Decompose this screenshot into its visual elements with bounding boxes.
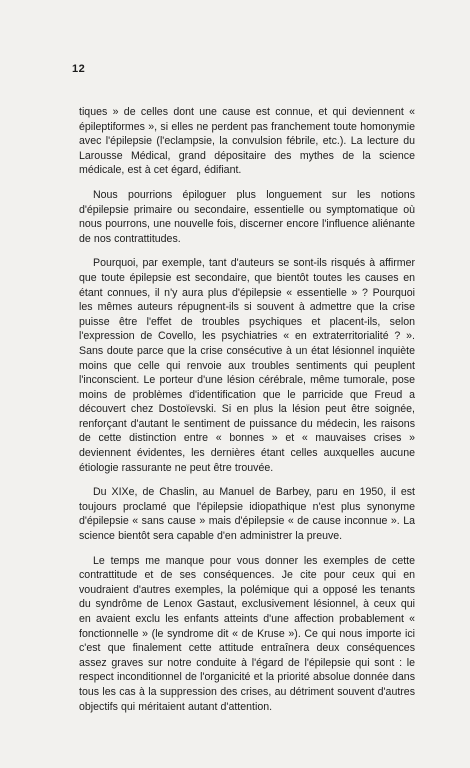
paragraph-3: Pourquoi, par exemple, tant d'auteurs se sont-ils risqués à affirmer que toute épilepsie est secondaire, que bientôt toutes les causes en étant connues, il n'y aura plus d'épilepsie « essentielle » ? Pourquoi les mêmes auteurs répugnent-ils si souvent à admettre que la crise puisse être l'effet de troubles psychiques et placent-ils, selon l'expression de Covello, les psychiatries « en extraterritorialité ? ». Sans doute parce que la crise consécutive à un état lésionnel inquiète moins que celle qui renvoie aux troubles sentiments qui peuplent l'inconscient. Le porteur d'une lésion cérébrale, même tumorale, pose moins de problèmes d'identification que le parricide que Freud a découvert chez Dostoïevski. Si en plus la lésion peut être soignée, renforçant d'autant le sentiment de puissance du médecin, les raisons de cette distinction entre « bonnes » et « mauvaises crises » deviennent évidentes, les dernières étant celles auxquelles aucune étiologie rassurante ne peut être trouvée. [79, 257, 415, 474]
page-number: 12 [72, 63, 86, 75]
body-text [79, 105, 415, 724]
paragraph-4: Du XIXe, de Chaslin, au Manuel de Barbey, paru en 1950, il est toujours proclamé que l'épilepsie idiopathique n'est plus synonyme d'épilepsie « sans cause » mais d'épilepsie « de cause inconnue ». La science bientôt sera capable d'en administrer la preuve. [79, 486, 415, 543]
paragraph-2: Nous pourrions épiloguer plus longuement sur les notions d'épilepsie primaire ou secondaire, essentielle ou symptomatique où nous pourrons, une nouvelle fois, discerner encore l'influence aliénante de nos contrattitudes. [79, 188, 415, 245]
paragraph-1: tiques » de celles dont une cause est connue, et qui deviennent « épileptiformes », si elles ne perdent pas franchement toute homonymie avec l'épilepsie (l'eclampsie, la convulsion fébrile, etc.). La lecture du Larousse Médical, grand dépositaire des mythes de la science médicale, est à cet égard, édifiant. [79, 106, 415, 177]
paragraph-5: Le temps me manque pour vous donner les exemples de cette contrattitude et de ses conséquences. Je cite pour ceux qui en voudraient d'autres exemples, la polémique qui a opposé les tenants du syndrôme de Lenox Gastaut, exclusivement lésionnel, à ceux qui en avaient exclu les enfants atteints d'une affection probablement « fonctionnelle » (le syndrome dit « de Kruse »). Ce qui nous importe ici c'est que finalement cette attitude entraînera deux conséquences assez graves sur notre conduite à l'égard de l'épilepsie qui sont : le respect inconditionnel de l'organicité et la priorité absolue donnée dans tous les cas à la suppression des crises, au détriment souvent d'autres objectifs qui méritaient autant d'attention. [79, 554, 415, 713]
